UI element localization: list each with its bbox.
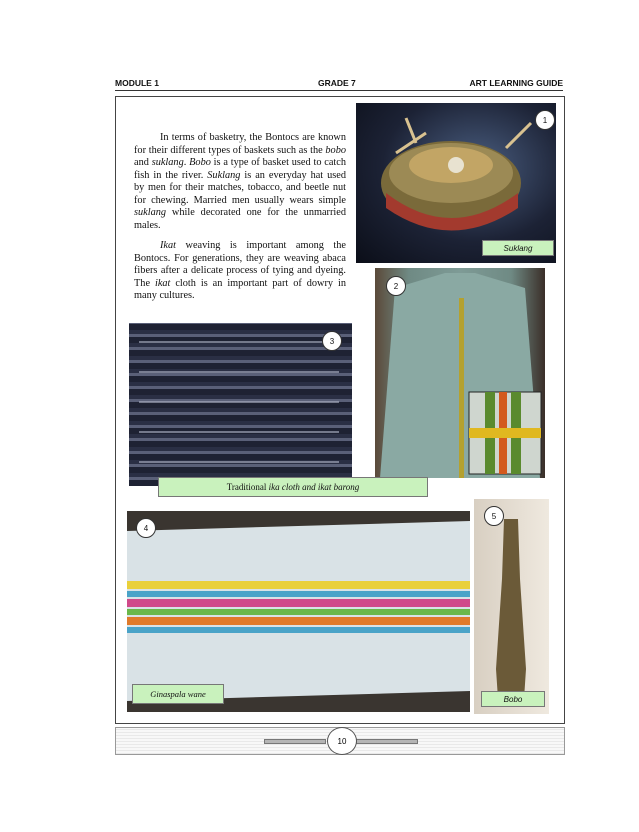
figure-number-2: 2 (386, 276, 406, 296)
ginaspala-wane-photo (127, 511, 470, 712)
grade-label: GRADE 7 (318, 78, 356, 88)
bobo-caption: Bobo (481, 691, 545, 707)
ginaspala-caption: Ginaspala wane (132, 684, 224, 704)
ikat-paragraph: Ikat weaving is important among the Bontocs. For generations, they are weaving abaca fibers after a delicate process of tying and dyeing. The ikat cloth is an important part of dowry in many cultures. (134, 240, 346, 301)
suklang-photo (356, 103, 556, 263)
traditional-cloth-caption: Traditional ika cloth and ikat barong (158, 477, 428, 497)
footer-bar-right (356, 739, 418, 744)
bobo-illustration (474, 499, 549, 714)
ikat-cloth-photo (129, 323, 352, 486)
figure-number-5: 5 (484, 506, 504, 526)
wane-illustration (127, 511, 470, 712)
figure-number-3: 3 (322, 331, 342, 351)
figure-number-4: 4 (136, 518, 156, 538)
footer-bar-left (264, 739, 326, 744)
ikat-barong-photo (375, 268, 545, 478)
module-label: MODULE 1 (115, 78, 159, 88)
page-number: 10 (327, 727, 357, 755)
bobo-photo (474, 499, 549, 714)
suklang-caption: Suklang (482, 240, 554, 256)
page-header (115, 76, 563, 91)
guide-label: ART LEARNING GUIDE (469, 78, 563, 88)
ikat-cloth-pattern (129, 323, 352, 486)
suklang-illustration (356, 103, 556, 263)
figure-number-1: 1 (535, 110, 555, 130)
basketry-paragraph: In terms of basketry, the Bontocs are known for their different types of baskets such as the bobo and suklang. Bobo is a type of basket used to catch fish in the river. Suklang is an everyday hat used by men for their matches, tobacco, and beetle nut for chewing. Married men usually wears simple suklang while decorated one for the unmarried males. (134, 132, 346, 231)
barong-illustration (375, 268, 545, 478)
